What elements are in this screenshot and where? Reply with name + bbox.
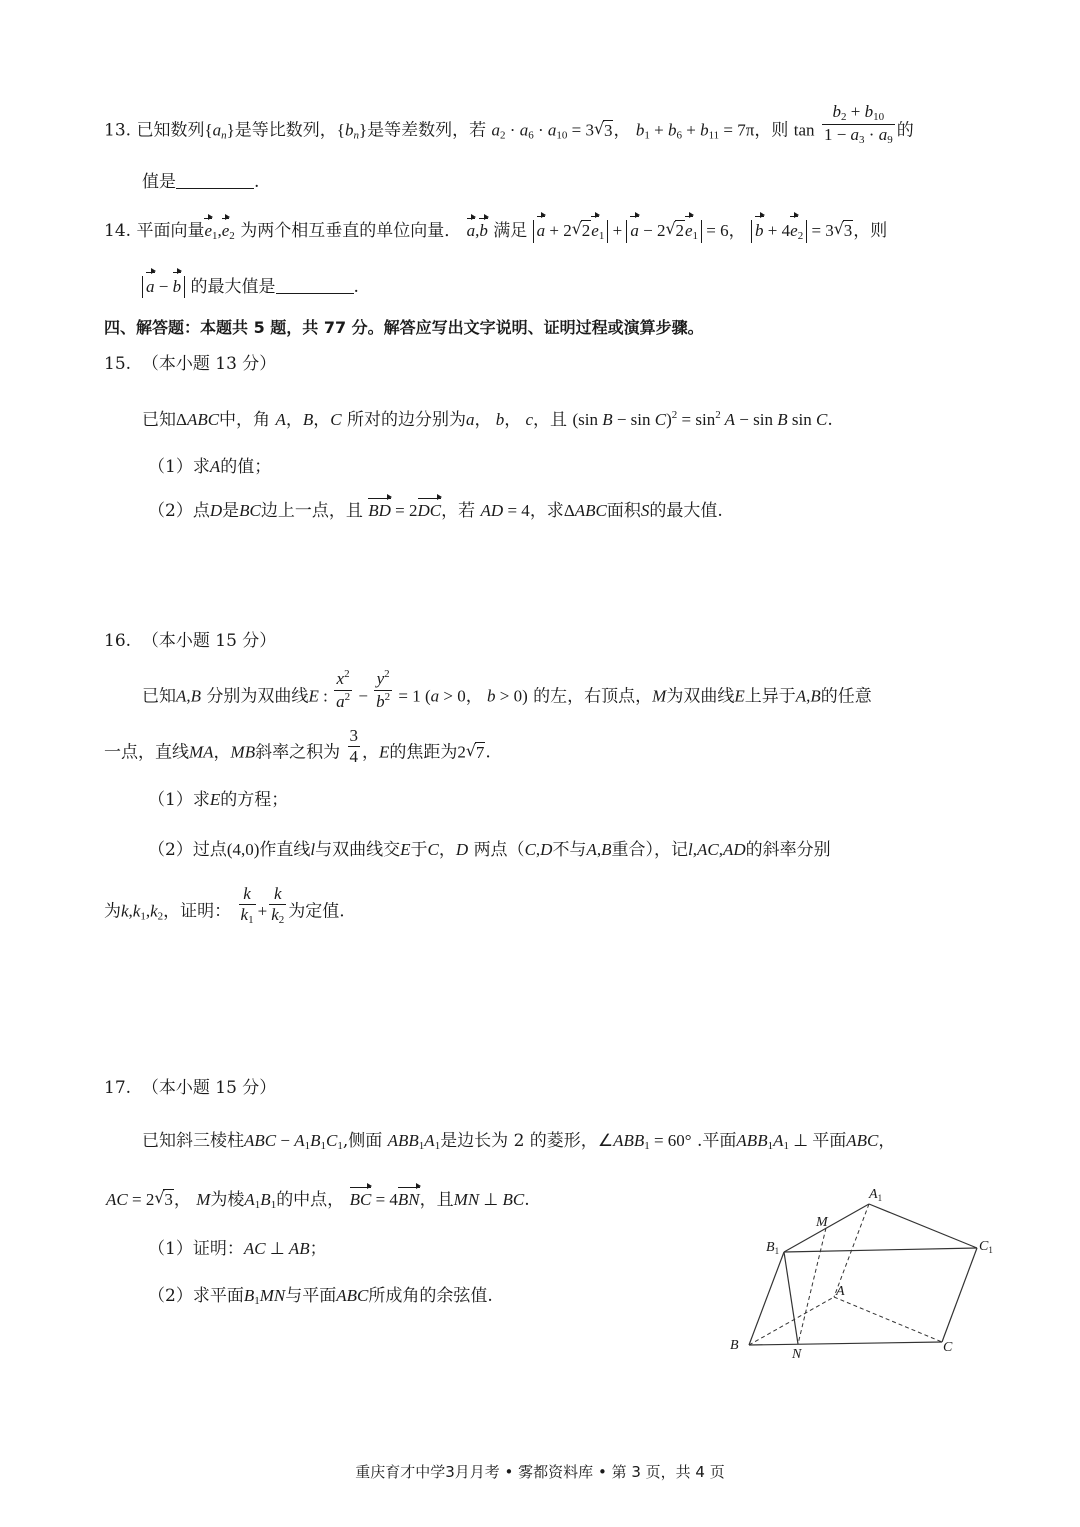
section-heading: 四、解答题：本题共 5 题，共 77 分。解答应写出文字说明、证明过程或演算步骤。 — [104, 318, 704, 337]
question-16-stem-1: 已知A,B 分别为双曲线E : $\frac{x^2}{a^2}$ − $\frac{y^2}{b^2}$ = 1 (a > 0， b > 0) 的左，右顶点，M为双曲线E上异于A,B的任意 — [142, 668, 872, 711]
question-16-part-1: （1）求E的方程； — [148, 790, 289, 810]
edge-A1-C1 — [869, 1204, 977, 1248]
label-C1: $C_1$ — [979, 1239, 993, 1255]
question-17-stem-2: AC = 2√ 3， M为棱$A_1B_1$的中点， BC = 4BN，且MN ⊥ BC. — [106, 1191, 530, 1211]
question-14-number: 14. — [104, 221, 132, 241]
question-17-header: 17. （本小题 15 分） — [104, 1078, 277, 1098]
label-A1: $A_1$ — [869, 1187, 883, 1203]
edge-B1-B — [749, 1252, 784, 1345]
answer-blank[interactable] — [176, 172, 254, 189]
question-13-line-1: 13. 已知数列$\{a_n\}$是等比数列，$\{b_n\}$是等差数列，若 $a_2 \cdot a_6 \cdot a_{10} = 3√$ 3， $b_1 + b_6 + b_{11} = 7\pi$，则 tan $\frac{b_2 + b_{10}}{1 - a_3 \cdot a_9}$ 的 — [104, 116, 914, 146]
edge-A-C — [834, 1297, 942, 1342]
label-A: A — [836, 1284, 845, 1299]
question-14-line-2: a − b 的最大值是 . — [142, 276, 359, 298]
question-15-part-1: （1）求A的值； — [148, 457, 272, 477]
label-B1: $B_1$ — [766, 1240, 780, 1256]
question-13-line-2: 值是 . — [142, 172, 260, 192]
question-15-stem: 已知ΔABC中，角 A，B，C 所对的边分别为a， b， c，且 (sin $B - \sin C)^2 = \sin^2 A - \sin B$ sin C. — [142, 409, 833, 430]
question-14-line-1: 14. 平面向量$e_1,e_2$ 为两个相互垂直的单位向量． a,b 满足 a + 2√ $2e_1 + a - 2√$ $2e_1 = 6$， $b + 4e_2 = 3√$ 3，则 — [104, 220, 887, 243]
edge-C1-C — [942, 1248, 977, 1342]
question-13-number: 13. — [104, 120, 132, 141]
question-15-header: 15. （本小题 13 分） — [104, 354, 277, 374]
question-15-part-2: （2）点D是BC边上一点，且 BD = 2DC，若 AD = 4，求ΔABC面积S的最大值. — [148, 501, 723, 521]
segment-M-N — [798, 1228, 826, 1344]
edge-B-C — [749, 1342, 942, 1345]
edge-B1-C1 — [784, 1248, 977, 1252]
prism-figure — [722, 1182, 1002, 1362]
question-17-part-2: （2）求平面$B_1MN$与平面ABC所成角的余弦值. — [148, 1286, 493, 1307]
question-16-stem-2: 一点，直线MA，MB斜率之积为 $\frac{3}{4}$ ，E的焦距为2√ 7. — [104, 740, 491, 766]
label-C: C — [943, 1340, 953, 1355]
answer-blank[interactable] — [276, 277, 354, 294]
label-B: B — [730, 1338, 739, 1353]
page-footer: 重庆育才中学3月月考 • 雾都资料库 • 第 3 页，共 4 页 — [355, 1463, 725, 1481]
question-16-header: 16. （本小题 15 分） — [104, 631, 277, 651]
question-17-stem-1: 已知斜三棱柱ABC − $A_1B_1C_1$,侧面 $ABB_1A_1$是边长为 2 的菱形，$\angle ABB_1 = 60^\circ$ .平面$ABB_1A_1$ ⊥ 平面ABC， — [142, 1131, 896, 1152]
question-17-part-1: （1）证明：AC ⊥ AB； — [148, 1239, 327, 1259]
label-N: N — [792, 1347, 802, 1362]
question-16-part-2: （2）过点(4,0)作直线l与双曲线交E于C，D 两点（C,D不与A,B重合），记l,AC,AD的斜率分别 — [148, 840, 831, 860]
segment-B1-N — [784, 1252, 798, 1344]
question-16-part-2-cont: 为$k,k_1,k_2$，证明： $\frac{k}{k_1}$ + $\frac{k}{k_2}$ 为定值. — [104, 884, 345, 926]
label-M: M — [816, 1215, 828, 1230]
